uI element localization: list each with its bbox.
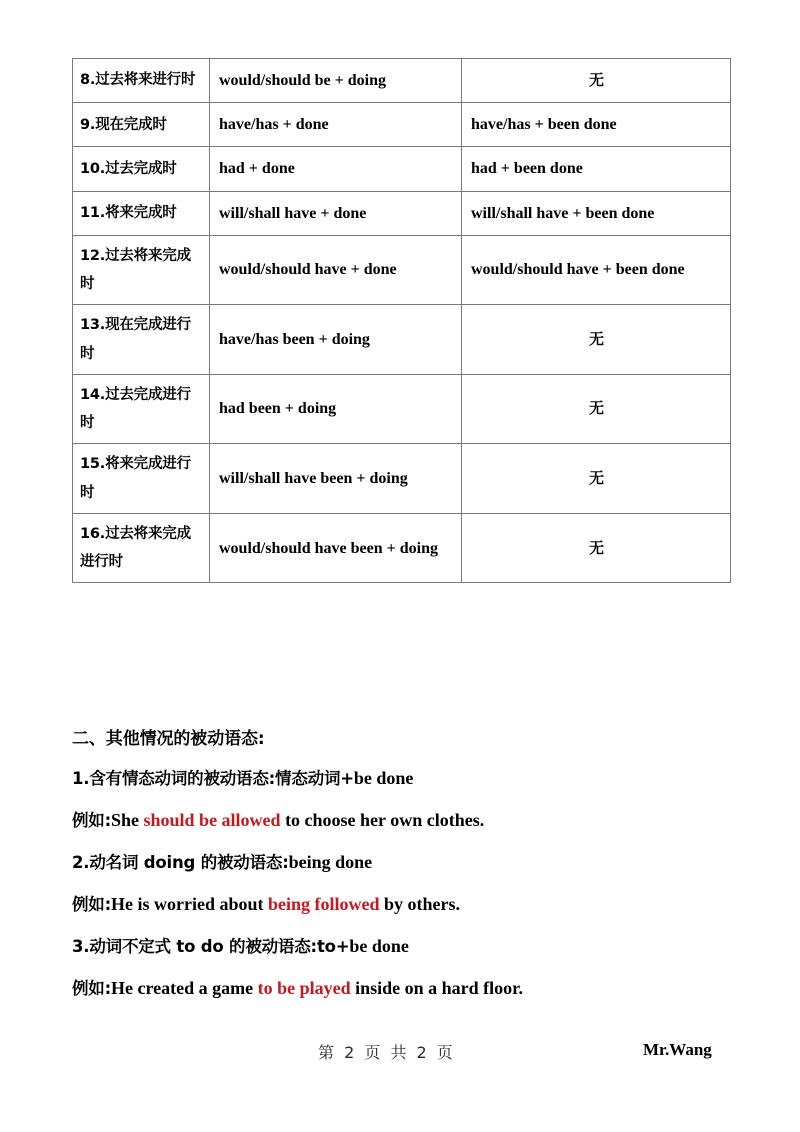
passive-voice-cell: 无 [462,59,731,103]
section-content [72,728,738,1018]
tense-voice-table [72,58,731,583]
author-signature: Mr.Wang [643,1040,712,1059]
example-label: 例如: [72,894,111,914]
passive-voice-cell: will/shall have + been done [462,191,731,235]
active-voice-cell: had + done [210,147,462,191]
example-highlight: being followed [268,893,380,914]
example-text-pre: She [111,810,144,831]
table-body [73,59,731,583]
example-text-pre: He created a game [111,977,258,998]
active-voice-cell: would/should be + doing [210,59,462,103]
example-highlight: should be allowed [143,810,281,831]
example-line-2 [72,892,738,917]
rule-text-cn: 3.动词不定式 to do 的被动语态:to+ [72,936,350,956]
tense-name-cell: 15.将来完成进行时 [73,444,210,514]
passive-voice-cell: 无 [462,374,731,444]
active-voice-cell: had been + doing [210,374,462,444]
passive-voice-cell: had + been done [462,147,731,191]
tense-name-cell: 8.过去将来进行时 [73,59,210,103]
table-row [73,374,731,444]
table-row [73,235,731,305]
tense-name-cell: 13.现在完成进行时 [73,305,210,375]
rule-text-en: be done [353,768,414,789]
tense-name-cell: 16.过去将来完成进行时 [73,513,210,583]
passive-voice-cell: 无 [462,513,731,583]
passive-voice-cell: 无 [462,305,731,375]
example-highlight: to be played [257,977,351,998]
active-voice-cell: would/should have been + doing [210,513,462,583]
active-voice-cell: will/shall have + done [210,191,462,235]
example-text-post: by others. [379,893,461,914]
table-row [73,444,731,514]
tense-name-cell: 11.将来完成时 [73,191,210,235]
active-voice-cell: will/shall have been + doing [210,444,462,514]
page-number: 第 2 页 共 2 页 [318,1043,456,1062]
tense-name-cell: 10.过去完成时 [73,147,210,191]
tense-name-cell: 12.过去将来完成时 [73,235,210,305]
rule-text-en: being done [288,851,373,872]
example-label: 例如: [72,811,111,831]
passive-voice-cell: have/has + been done [462,103,731,147]
passive-voice-cell: would/should have + been done [462,235,731,305]
table-row [73,59,731,103]
table-row [73,305,731,375]
table-row [73,103,731,147]
rule-text-cn: 1.含有情态动词的被动语态:情态动词+ [72,769,354,789]
tense-name-cell: 14.过去完成进行时 [73,374,210,444]
rule-text-en: be done [349,935,409,956]
rule-line-2 [72,850,738,875]
table-row [73,513,731,583]
table-row [73,191,731,235]
tense-name-cell: 9.现在完成时 [73,103,210,147]
passive-voice-cell: 无 [462,444,731,514]
rule-line-1 [72,766,738,791]
section-heading: 二、其他情况的被动语态: [72,729,265,749]
active-voice-cell: have/has been + doing [210,305,462,375]
example-text-post: inside on a hard floor. [350,977,524,998]
example-text-post: to choose her own clothes. [280,810,485,831]
example-line-1 [72,808,738,833]
example-line-3 [72,976,738,1001]
page-footer [0,1040,800,1070]
active-voice-cell: would/should have + done [210,235,462,305]
rule-line-3 [72,934,738,959]
table-row [73,147,731,191]
example-text-pre: He is worried about [111,893,268,914]
rule-text-cn: 2.动名词 doing 的被动语态: [72,852,289,872]
active-voice-cell: have/has + done [210,103,462,147]
example-label: 例如: [72,978,111,998]
